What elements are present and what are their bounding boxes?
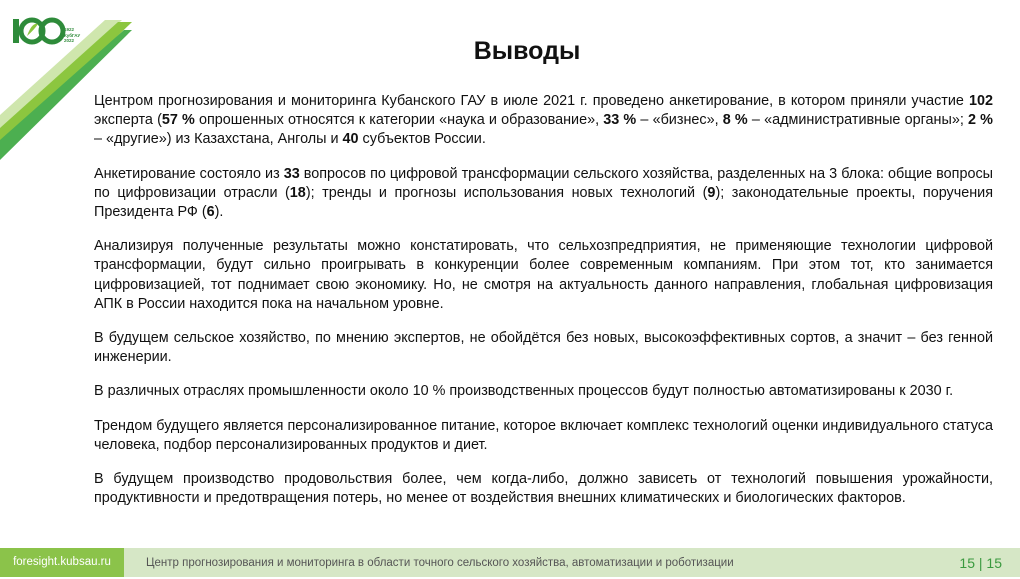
paragraph-5 [94, 382, 993, 401]
page-number [959, 548, 1002, 577]
footer-center-title: Центр прогнозирования и мониторинга в области точного сельского хозяйства, автоматизации и роботизации [146, 557, 734, 569]
bold-figure: 33 [283, 165, 300, 182]
bold-figure: 8 % [722, 112, 748, 129]
text-run: эксперта ( [94, 112, 162, 129]
logo-line-3: 2022 [64, 38, 75, 44]
text-run: – «бизнес», [636, 112, 723, 129]
text-run: Анализируя полученные результаты можно констатировать, что сельхозпредприятия, не применяющие технологии цифровой трансформации, будут сильно проигрывать в конкуренции более современным компаниям. При этом тот, кто занимается цифровизацией, тот поднимает свою экономику. Но, не смотря на актуальность данного направления, глобальная цифровизация АПК в России находится пока на начальном уровне. [94, 238, 993, 312]
bold-figure: 57 % [161, 112, 195, 129]
text-run: ); тренды и прогнозы использования новых технологий ( [305, 184, 708, 201]
page-separator: | [978, 555, 983, 571]
page-current: 15 [959, 555, 975, 571]
conclusions-body [94, 92, 993, 523]
paragraph-6 [94, 417, 993, 455]
paragraph-2 [94, 165, 993, 223]
text-run: В будущем сельское хозяйство, по мнению экспертов, не обойдётся без новых, высокоэффективных сортов, а значит – без генной инженерии. [94, 330, 993, 366]
bold-figure: 2 % [968, 112, 993, 129]
footer-site-link[interactable]: foresight.kubsau.ru [0, 548, 124, 577]
text-run: субъектов России. [358, 131, 486, 148]
bold-figure: 6 [206, 204, 215, 221]
paragraph-3 [94, 237, 993, 314]
bold-figure: 40 [342, 131, 359, 148]
text-run: Трендом будущего является персонализированное питание, которое включает комплекс технологий оценки индивидуального статуса человека, подбор персонализированных продуктов и диет. [94, 417, 993, 453]
text-run: В будущем производство продовольствия более, чем когда-либо, должно зависеть от технологий повышения урожайности, продуктивности и предотвращения потерь, но менее от воздействия внешних климатических и биологических факторов. [94, 471, 993, 507]
bold-figure: 33 % [603, 112, 637, 129]
paragraph-1 [94, 92, 993, 150]
footer-bar [0, 548, 1020, 577]
logo-line-2: КубГАУ [64, 32, 81, 38]
paragraph-7 [94, 470, 993, 508]
bold-figure: 9 [707, 184, 716, 201]
text-run: В различных отраслях промышленности около 10 % производственных процессов будут полностью автоматизированы к 2030 г. [94, 383, 954, 400]
paragraph-4 [94, 329, 993, 367]
text-run: Центром прогнозирования и мониторинга Кубанского ГАУ в июле 2021 г. проведено анкетирование, в котором приняли участие [94, 93, 969, 109]
text-run: – «административные органы»; [747, 112, 968, 129]
text-run: Анкетирование состояло из [94, 165, 284, 182]
page-title: Выводы [473, 37, 581, 65]
text-run: опрошенных относятся к категории «наука и образование», [194, 112, 604, 129]
logo-line-1: 1922 [64, 27, 75, 32]
text-run: ). [214, 204, 224, 221]
page-total: 15 [986, 555, 1002, 571]
text-run: – «другие») из Казахстана, Анголы и [94, 131, 343, 148]
text-run: ); законодательные проекты, поручения Президента РФ ( [94, 184, 994, 221]
bold-figure: 18 [289, 184, 306, 201]
text-run: вопросов по цифровой трансформации сельского хозяйства, разделенных на 3 блока: общие вопросы по цифровизации отрасли ( [94, 165, 993, 201]
bold-figure: 102 [968, 93, 993, 109]
